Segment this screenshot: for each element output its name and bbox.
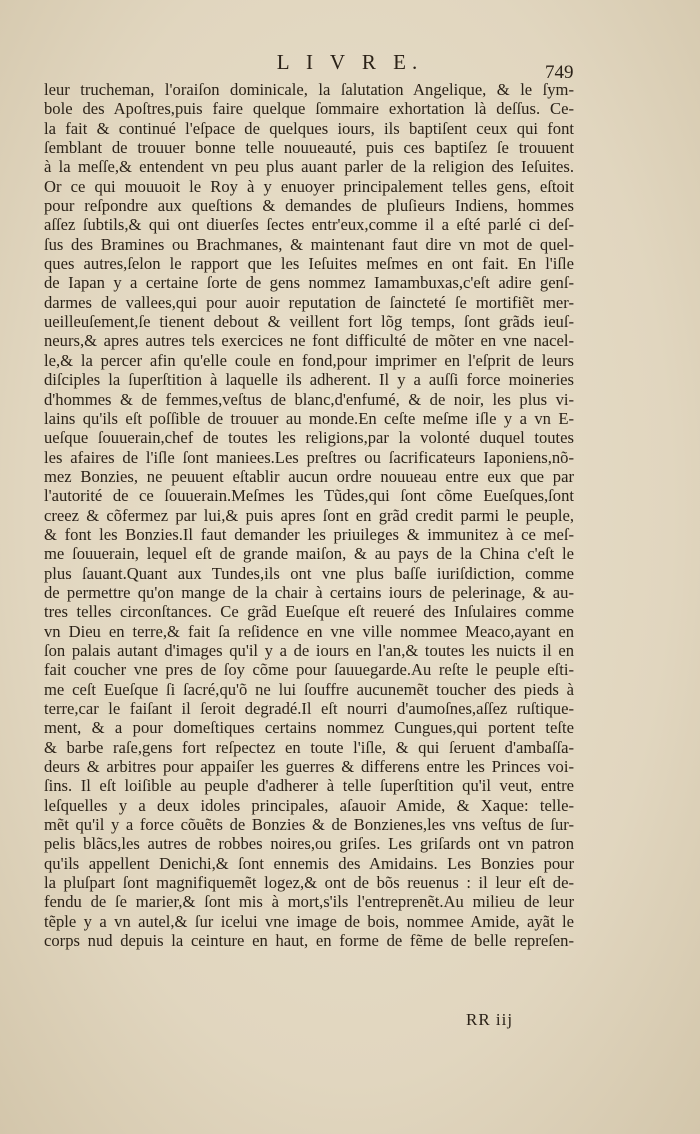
text-line: leſquelles y a deux idoles principales, aſauoir Amide, & Xaque: telle-: [44, 795, 574, 815]
text-line: fendu de ſe marier,& ſont mis à mort,s'ils l'entreprenẽt.Au milieu de leur: [44, 892, 574, 912]
text-line: ſemblant de trouuer bonne telle nouueauté, puis ces baptiſez ſe trouuent: [44, 138, 574, 158]
text-line: qu'ils appellent Denichi,& ſont ennemis des Amidains. Les Bonzies pour: [44, 853, 574, 873]
text-line: pelis blãcs,les autres de robbes noires,ou griſes. Les griſards ont vn patron: [44, 834, 574, 854]
text-line: tres telles circonſtances. Ce grãd Eueſque eſt reueré des Inſulaires comme: [44, 602, 574, 622]
text-line: me ceſt Eueſque ſi ſacré,qu'õ ne lui ſouffre aucunemẽt toucher des pieds à: [44, 679, 574, 699]
text-line: aſſez ſubtils,& qui ont diuerſes ſectes entr'eux,comme il a eſté parlé ci deſ-: [44, 215, 574, 235]
text-line: de Iapan y a certaine ſorte de gens nommez Iamambuxas,c'eſt adire genſ-: [44, 273, 574, 293]
text-line: corps nud depuis la ceinture en haut, en forme de fẽme de belle repreſen-: [44, 931, 574, 951]
text-line: terre,car le faiſant il ſeroit degradé.Il eſt nourri d'aumoſnes,aſſez ruſtique-: [44, 699, 574, 718]
text-line: lains qu'ils eſt poſſible de trouuer au monde.En ceſte meſme iſle y a vn E-: [44, 408, 574, 428]
text-line: à la meſſe,& entendent vn peu plus auant parler de la religion des Ieſuites.: [44, 157, 574, 177]
text-line: vn Dieu en terre,& fait ſa reſidence en vne ville nommee Meaco,ayant en: [44, 621, 574, 641]
text-line: plus ſauant.Quant aux Tundes,ils ont vne plus baſſe iuriſdiction, comme: [44, 563, 574, 583]
text-line: ment, & a pour domeſtiques certains nommez Cungues,qui portent teſte: [44, 718, 574, 738]
text-line: mez Bonzies, ne peuuent eſtablir aucun ordre nouueau entre eux que par: [44, 466, 574, 486]
text-line: la fait & continué l'eſpace de quelques iours, ils baptiſent ceux qui font: [44, 118, 574, 138]
text-line: bole des Apoſtres,puis faire quelque ſommaire exhortation là deſſus. Ce-: [44, 99, 574, 119]
text-line: la pluſpart ſont magnifiquemẽt logez,& ont de bõs reuenus : il leur eſt de-: [44, 873, 574, 893]
text-line: tẽple y a vn autel,& ſur icelui vne image de bois, nommee Amide, ayãt le: [44, 911, 574, 931]
text-line: me ſouuerain, lequel eſt de grande maiſon, & au pays de la China c'eſt le: [44, 544, 574, 564]
text-line: d'hommes & de femmes,veſtus de blanc,d'enfumé, & de noir, les plus vi-: [44, 389, 574, 409]
page-number: 749: [545, 62, 574, 83]
signature-mark: RR iij: [466, 1010, 514, 1029]
text-line: Or ce qui mouuoit le Roy à y enuoyer principalement telles gens, eſtoit: [44, 176, 574, 196]
text-line: creez & cõfermez par lui,& puis apres ſont en grãd credit parmi le peuple,: [44, 505, 574, 525]
text-line: pour reſpondre aux queſtions & demandes de pluſieurs Indiens, hommes: [44, 196, 574, 216]
text-line: fait coucher vne pres de ſoy cõme pour ſauuegarde.Au reſte le peuple eſti-: [44, 660, 574, 680]
body-text: [44, 80, 574, 950]
text-line: neurs,& apres autres tels exercices ne font difficulté de mõter en vne nacel-: [44, 331, 574, 351]
text-line: & barbe raſe,gens fort reſpectez en toute l'iſle, & qui ſeruent d'ambaſſa-: [44, 737, 574, 757]
text-line: & font les Bonzies.Il faut demander les priuileges & immunitez à ce meſ-: [44, 524, 574, 544]
text-line: deurs & arbitres pour appaiſer les guerres & differens entre les Princes voi-: [44, 757, 574, 777]
text-line: l'autorité de ce ſouuerain.Meſmes les Tũdes,qui ſont cõme Eueſques,ſont: [44, 486, 574, 506]
text-line: ueſque ſouuerain,chef de toutes les religions,par la volonté duquel toutes: [44, 428, 574, 448]
text-line: ques autres,ſelon le rapport que les Ieſuites meſmes en ont fait. En l'iſle: [44, 254, 574, 274]
text-line: darmes de vallees,qui pour auoir reputation de ſaincteté ſe mortifiẽt mer-: [44, 292, 574, 312]
text-line: le,& la percer afin qu'elle coule en fond,pour imprimer en l'eſprit de leurs: [44, 350, 574, 370]
text-line: leur trucheman, l'oraiſon dominicale, la ſalutation Angelique, & le ſym-: [44, 80, 574, 99]
text-line: ueilleuſement,ſe tienent debout & veillent fort lõg temps, ſont grãds ieuſ-: [44, 312, 574, 332]
text-line: de permettre qu'on mange de la chair à certains iours de pelerinage, & au-: [44, 582, 574, 602]
running-title: L I V R E.: [276, 50, 424, 74]
text-line: les afaires de l'iſle ſont maniees.Les preſtres ou ſacrificateurs Iaponiens,nõ-: [44, 447, 574, 467]
text-line: diſciples la ſuperſtition à laquelle ils adherent. Il y a auſſi force moineries: [44, 370, 574, 390]
text-line: ſins. Il eſt loiſible au peuple d'adherer à telle ſuperſtition qu'il veut, entre: [44, 776, 574, 796]
text-line: ſon palais autant d'images qu'il y a de iours en l'an,& toutes les nuicts il en: [44, 640, 574, 660]
text-line: ſus des Bramines ou Brachmanes, & maintenant faut dire vn mot de quel-: [44, 234, 574, 254]
text-line: mẽt qu'il y a force cõuẽts de Bonzies & de Bonzienes,les vns veſtus de ſur-: [44, 815, 574, 835]
